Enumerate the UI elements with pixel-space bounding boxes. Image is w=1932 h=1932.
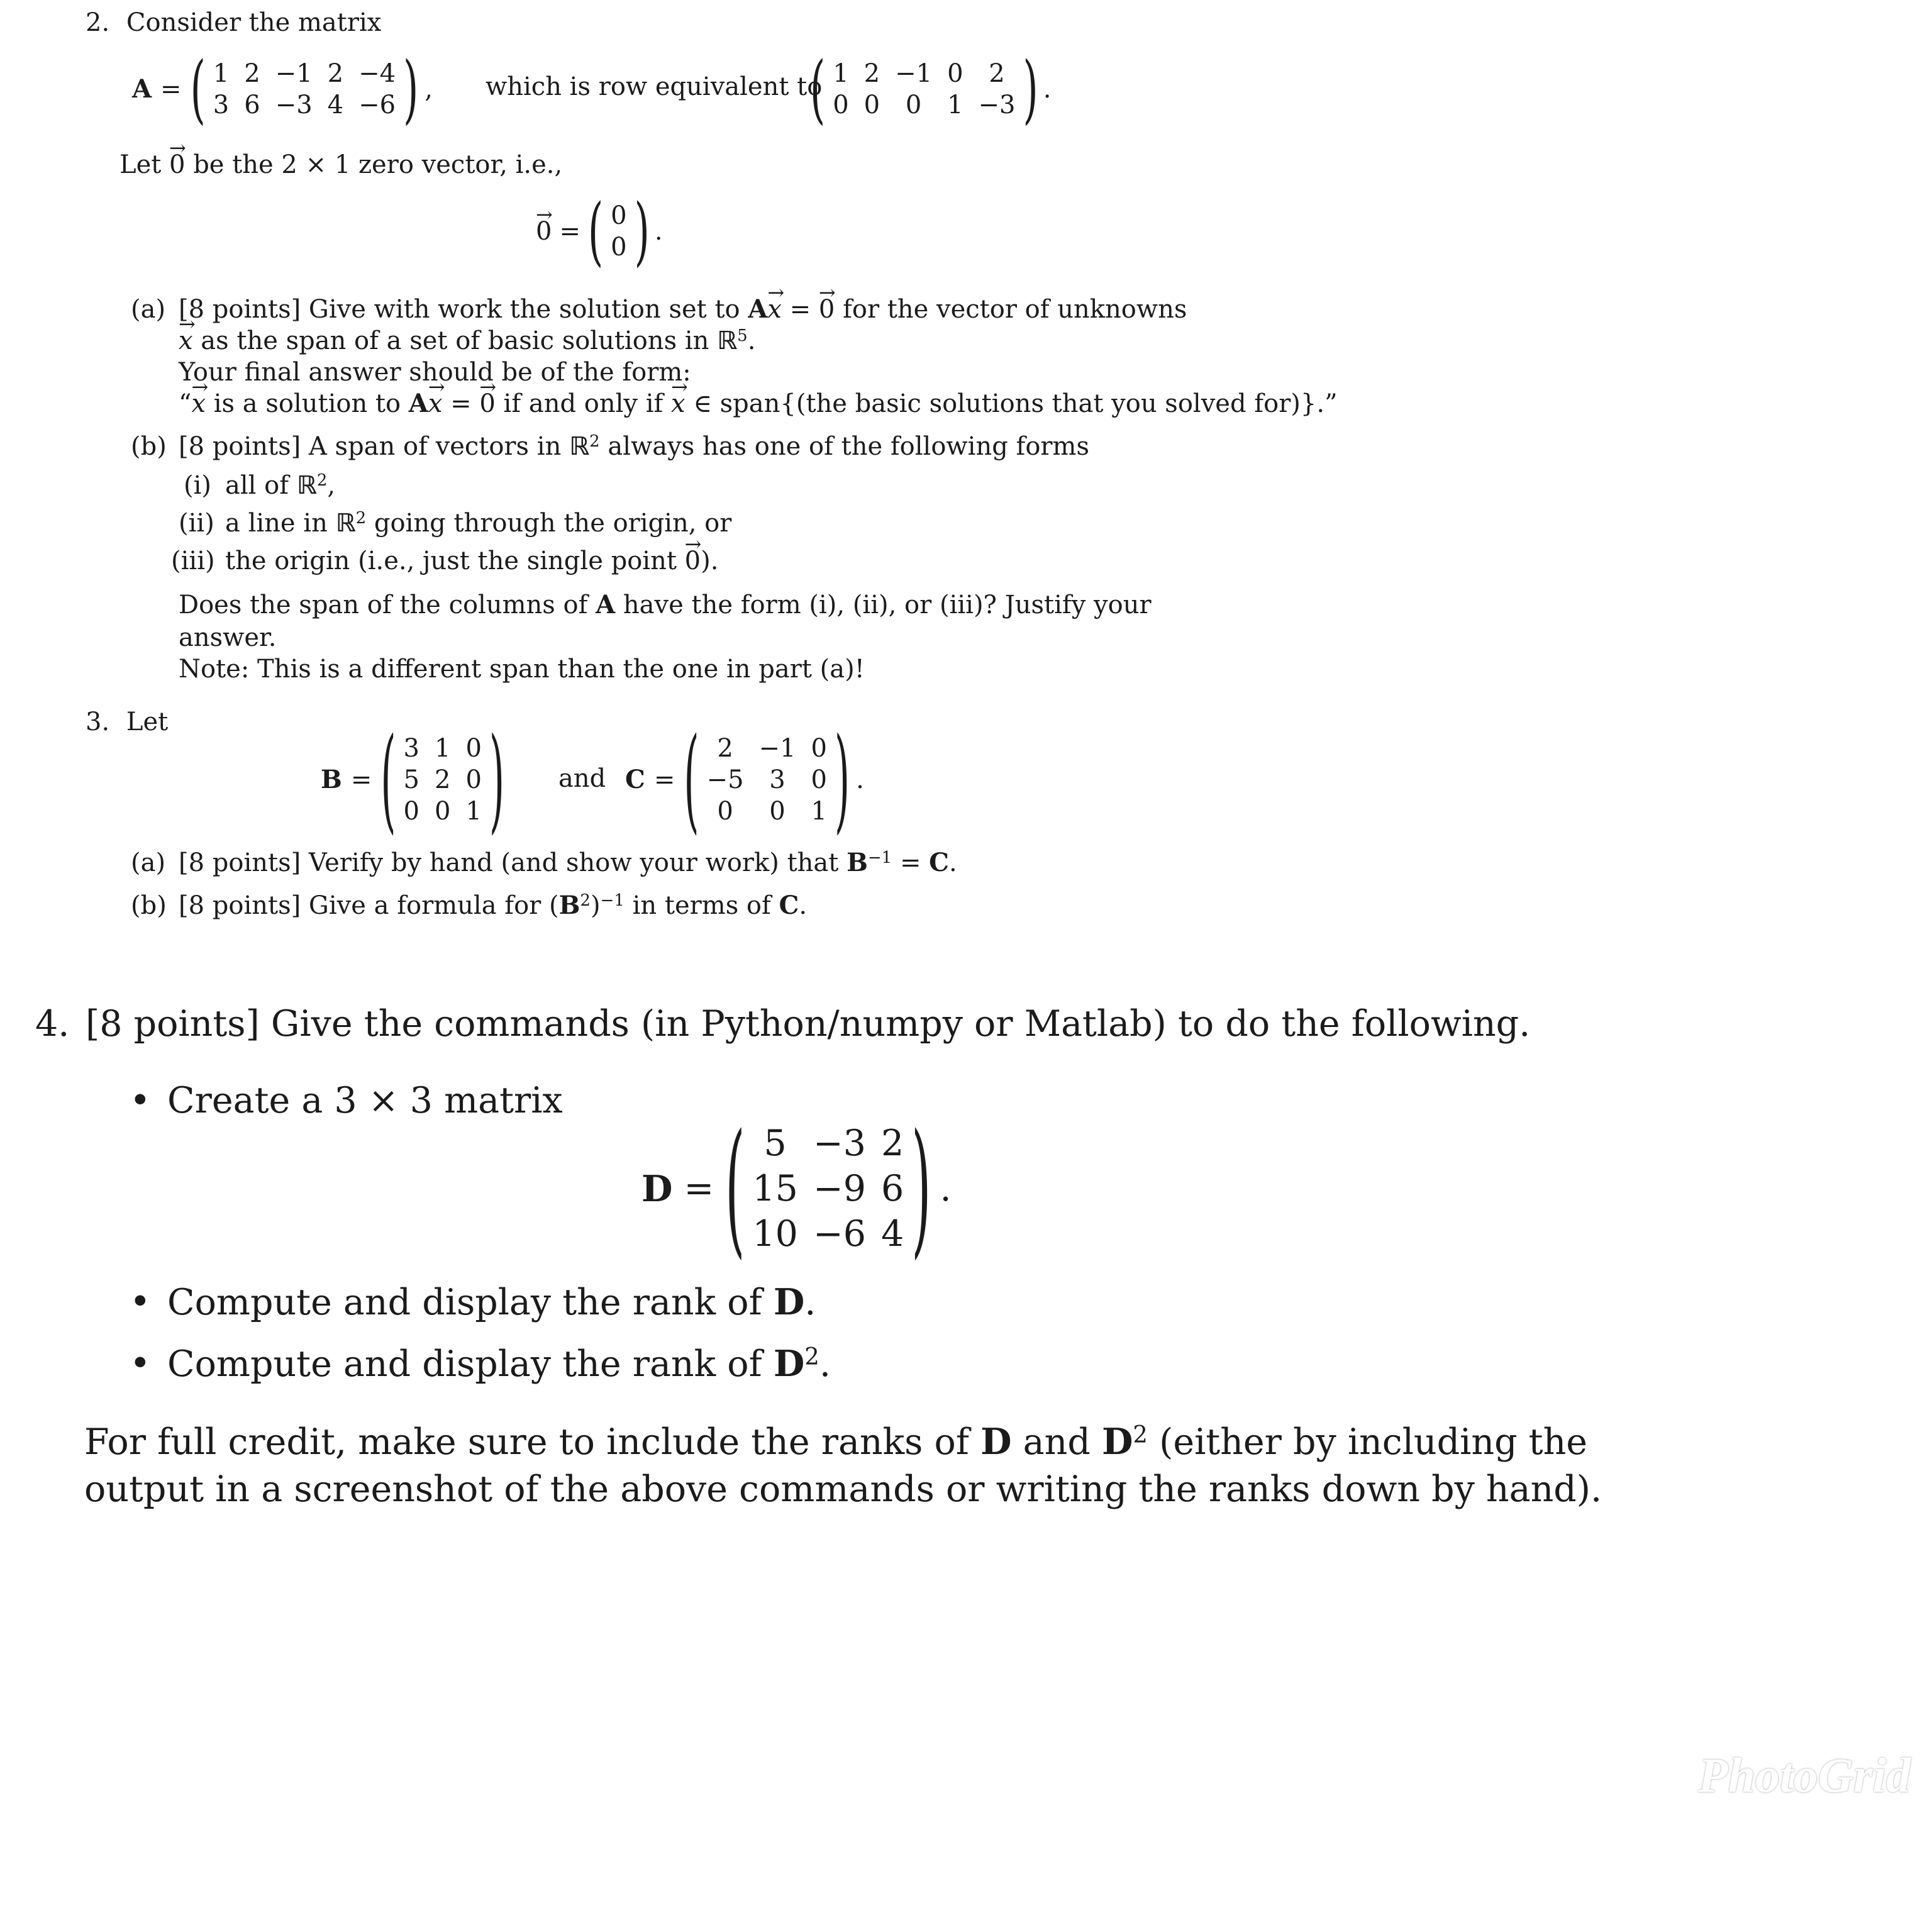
- matrix-cell: 0: [403, 797, 419, 826]
- q2b-option-iii: [225, 548, 718, 574]
- matrix-A: [206, 58, 403, 121]
- zero-vector-symbol: → 0: [536, 219, 552, 244]
- q2a-line2: [179, 328, 755, 353]
- q3a-label: (a): [131, 848, 166, 877]
- zero-vector-symbol: → 0: [685, 548, 701, 574]
- exponent: 2: [355, 509, 367, 528]
- left-paren: (: [810, 45, 826, 133]
- matrix-B-ref: B: [847, 848, 868, 877]
- matrix-cell: −5: [706, 765, 744, 794]
- period: .: [940, 1167, 952, 1209]
- matrix-cell: −1: [275, 59, 313, 88]
- text: ,: [327, 471, 336, 500]
- x-vector: → x: [428, 391, 443, 416]
- equals-sign: =: [350, 765, 372, 794]
- matrix-cell: 0: [811, 765, 827, 794]
- matrix-cell: 4: [327, 91, 344, 119]
- text: have the form (i), (ii), or (iii)? Justify your: [623, 591, 1152, 619]
- text: (either by including the: [1159, 1421, 1588, 1463]
- period: .: [799, 891, 808, 920]
- x-vector: → x: [191, 391, 206, 416]
- period: .: [949, 848, 957, 877]
- period: .: [654, 217, 663, 246]
- matrix-A-ref: A: [748, 294, 768, 324]
- matrix-cell: 1: [434, 734, 451, 763]
- matrix-D-ref: D: [1101, 1421, 1133, 1463]
- matrix-C-ref: C: [929, 848, 950, 877]
- text: Does the span of the columns of: [179, 591, 588, 619]
- matrix-cell: 5: [403, 765, 419, 794]
- q3-heading: [86, 709, 168, 735]
- matrix-cell: 2: [863, 59, 880, 88]
- matrix-cell: 0: [905, 91, 922, 119]
- text: [8 points] Give with work the solution set to: [179, 295, 740, 324]
- right-paren: ): [1023, 45, 1038, 133]
- matrix-cell: 1: [213, 59, 230, 88]
- equals-sign: =: [684, 1167, 714, 1209]
- text: a line in: [225, 509, 328, 538]
- matrix-cell: 0: [811, 734, 827, 763]
- matrix-C-label: C: [625, 765, 645, 794]
- matrix-R-equation: [810, 45, 1052, 133]
- text: ): [590, 891, 601, 920]
- matrix-C: [699, 733, 835, 827]
- text: Compute and display the rank of: [167, 1282, 762, 1323]
- text: the origin (i.e., just the single point: [225, 547, 677, 575]
- matrix-cell: 0: [465, 734, 482, 763]
- matrix-D-label: D: [641, 1167, 673, 1210]
- matrix-A-label: A: [132, 74, 152, 104]
- matrix-B-equation: [321, 712, 505, 846]
- matrix-cell: 3: [403, 734, 419, 763]
- matrix-cell: 2: [880, 1123, 904, 1164]
- x-vector: → x: [179, 328, 193, 353]
- text: For full credit, make sure to include the ranks of: [84, 1421, 969, 1463]
- text: is a solution to: [213, 389, 401, 418]
- matrix-cell: 6: [244, 91, 260, 119]
- q2-number: 2.: [86, 8, 110, 37]
- text: in terms of: [632, 891, 771, 920]
- matrix-cell: 0: [434, 797, 451, 826]
- left-paren: (: [725, 1102, 745, 1273]
- right-paren: ): [403, 45, 419, 133]
- matrix-cell: 0: [833, 91, 849, 119]
- exponent: 2: [804, 1343, 819, 1370]
- right-paren: ): [834, 712, 850, 846]
- and-text: and: [558, 764, 606, 793]
- q2-intro: Consider the matrix: [126, 8, 382, 37]
- matrix-A-equation: [132, 45, 433, 133]
- matrix-cell: 0: [769, 797, 786, 826]
- row-equiv-text: which is row equivalent to: [486, 72, 823, 101]
- period: .: [804, 1282, 816, 1323]
- period: .: [1043, 75, 1052, 104]
- matrix-cell: 6: [880, 1168, 904, 1209]
- equals-sign: =: [559, 217, 580, 246]
- matrix-cell: 0: [611, 233, 627, 262]
- matrix-C-ref: C: [779, 891, 799, 920]
- text: always has one of the following forms: [608, 432, 1089, 461]
- text: [8 points] A span of vectors in: [179, 432, 562, 461]
- text: be the 2 × 1 zero vector, i.e.,: [193, 150, 563, 179]
- matrix-cell: −6: [813, 1213, 866, 1255]
- q2b-label: (b): [131, 432, 167, 461]
- q3b-text: [179, 893, 807, 918]
- q4-footer-line2: output in a screenshot of the above commands or writing the ranks down by hand).: [84, 1468, 1602, 1510]
- bullet-icon: •: [130, 1080, 151, 1121]
- matrix-cell: 3: [213, 91, 230, 119]
- matrix-cell: 0: [947, 59, 963, 88]
- q2a-line4: [179, 391, 1338, 416]
- q2a-label: (a): [131, 295, 166, 324]
- matrix-cell: 1: [465, 797, 482, 826]
- zero-vector-symbol: → 0: [819, 297, 835, 322]
- left-paren: (: [684, 712, 699, 846]
- matrix-cell: −3: [275, 91, 313, 119]
- reals-symbol: ℝ: [296, 471, 317, 500]
- zero-vector-symbol: → 0: [169, 152, 185, 177]
- x-vector: → x: [671, 391, 686, 416]
- left-paren: (: [190, 45, 206, 133]
- zero-vector-intro: [119, 152, 562, 177]
- matrix-cell: 1: [833, 59, 849, 88]
- left-paren: (: [380, 712, 396, 846]
- equals-sign: =: [160, 75, 182, 104]
- exponent: −1: [867, 848, 892, 867]
- matrix-cell: 2: [989, 59, 1005, 88]
- period: .: [747, 326, 756, 355]
- text: ∈ span{(the basic solutions that you solved for)}.”: [693, 389, 1338, 418]
- equals-sign: =: [789, 295, 811, 324]
- matrix-cell: 10: [752, 1213, 798, 1255]
- right-paren: ): [634, 187, 650, 275]
- q2b-line1: [179, 434, 1089, 459]
- matrix-cell: 2: [327, 59, 344, 88]
- q2b-option-ii: [225, 511, 731, 536]
- matrix-cell: 4: [880, 1213, 904, 1255]
- q4-bullet2: [167, 1281, 816, 1323]
- period: .: [856, 765, 864, 794]
- zero-vector-matrix: [603, 200, 634, 263]
- q4-bullet3: [167, 1343, 831, 1385]
- matrix-C-equation: [625, 712, 864, 846]
- q2b-question-cont: answer.: [179, 623, 277, 652]
- matrix-cell: 1: [947, 91, 963, 119]
- q3-number: 3.: [86, 708, 110, 736]
- matrix-cell: −1: [895, 59, 933, 88]
- zero-vector-symbol: → 0: [479, 391, 495, 416]
- text: ).: [701, 547, 719, 575]
- right-paren: ): [911, 1102, 931, 1273]
- q2b-option-ii-label: (ii): [179, 509, 214, 538]
- matrix-cell: 0: [717, 797, 733, 826]
- matrix-A-ref: A: [408, 389, 428, 418]
- matrix-cell: 2: [717, 734, 733, 763]
- text: if and only if: [503, 389, 663, 418]
- matrix-D: [745, 1121, 911, 1257]
- matrix-A-ref: A: [596, 590, 616, 619]
- q2-heading: [86, 10, 381, 35]
- matrix-cell: 2: [434, 765, 451, 794]
- matrix-cell: −9: [813, 1168, 866, 1209]
- comma: ,: [425, 75, 433, 104]
- exponent: 2: [580, 891, 591, 910]
- matrix-D-ref: D: [773, 1343, 805, 1385]
- matrix-cell: 5: [763, 1123, 787, 1164]
- exponent: 5: [737, 326, 748, 345]
- q2b-option-i-label: (i): [184, 471, 212, 500]
- x-vector: → x: [767, 297, 782, 322]
- bullet-icon: •: [130, 1343, 151, 1384]
- exponent: 2: [589, 432, 600, 451]
- q2a-line1: [179, 294, 1187, 324]
- matrix-B-ref: B: [558, 891, 580, 920]
- equals-sign: =: [450, 389, 472, 418]
- matrix-cell: 0: [611, 201, 627, 230]
- q2a-line3: Your final answer should be of the form:: [179, 358, 691, 387]
- q3-intro: Let: [126, 708, 169, 736]
- matrix-cell: −4: [358, 59, 396, 88]
- matrix-cell: −3: [978, 91, 1016, 119]
- matrix-cell: −6: [358, 91, 396, 119]
- matrix-cell: 1: [811, 797, 827, 826]
- zero-vector-equation: [536, 187, 663, 275]
- matrix-D-ref: D: [980, 1421, 1012, 1463]
- matrix-D-ref: D: [773, 1281, 805, 1323]
- matrix-cell: 2: [244, 59, 260, 88]
- q4-bullet1: Create a 3 × 3 matrix: [167, 1080, 563, 1121]
- matrix-cell: 15: [752, 1168, 798, 1209]
- q2b-note: Note: This is a different span than the one in part (a)!: [179, 655, 865, 684]
- reals-symbol: ℝ: [569, 432, 590, 461]
- period: .: [819, 1343, 831, 1385]
- text: Let: [119, 150, 162, 179]
- exponent: 2: [1133, 1421, 1148, 1448]
- q4-footer-line1: [84, 1421, 1588, 1463]
- q3b-label: (b): [131, 891, 167, 920]
- q4-number: 4.: [35, 1003, 70, 1045]
- equals-sign: =: [653, 765, 675, 794]
- text: as the span of a set of basic solutions in: [201, 326, 709, 355]
- q2b-option-i: [225, 473, 335, 498]
- equals-sign: =: [899, 848, 930, 877]
- matrix-cell: 0: [465, 765, 482, 794]
- text: and: [1023, 1421, 1091, 1463]
- q3a-text: [179, 850, 957, 875]
- matrix-B-label: B: [321, 765, 342, 794]
- matrix-cell: 0: [863, 91, 880, 119]
- matrix-D-equation: [641, 1102, 952, 1273]
- text: [8 points] Verify by hand (and show your work) that: [179, 848, 839, 877]
- matrix-B: [396, 733, 489, 827]
- matrix-cell: −1: [758, 734, 796, 763]
- text: [8 points] Give a formula for (: [179, 891, 559, 920]
- text: all of: [225, 471, 289, 500]
- q2b-question: [179, 592, 1152, 618]
- matrix-cell: −3: [813, 1123, 866, 1164]
- matrix-R: [825, 58, 1023, 121]
- reals-symbol: ℝ: [335, 509, 356, 538]
- right-paren: ): [489, 712, 505, 846]
- text: Compute and display the rank of: [167, 1343, 762, 1385]
- exponent: 2: [316, 471, 328, 490]
- quote: “: [179, 389, 192, 418]
- bullet-icon: •: [130, 1281, 151, 1323]
- left-paren: (: [587, 187, 604, 275]
- text: for the vector of unknowns: [843, 295, 1187, 324]
- q4-title: [8 points] Give the commands (in Python/numpy or Matlab) to do the following.: [86, 1003, 1531, 1045]
- exponent: −1: [600, 891, 625, 910]
- matrix-cell: 3: [769, 765, 786, 794]
- reals-symbol: ℝ: [717, 326, 738, 355]
- watermark-logo: PhotoGrid: [1698, 1748, 1911, 1802]
- q2b-option-iii-label: (iii): [171, 547, 215, 575]
- text: going through the origin, or: [374, 509, 732, 538]
